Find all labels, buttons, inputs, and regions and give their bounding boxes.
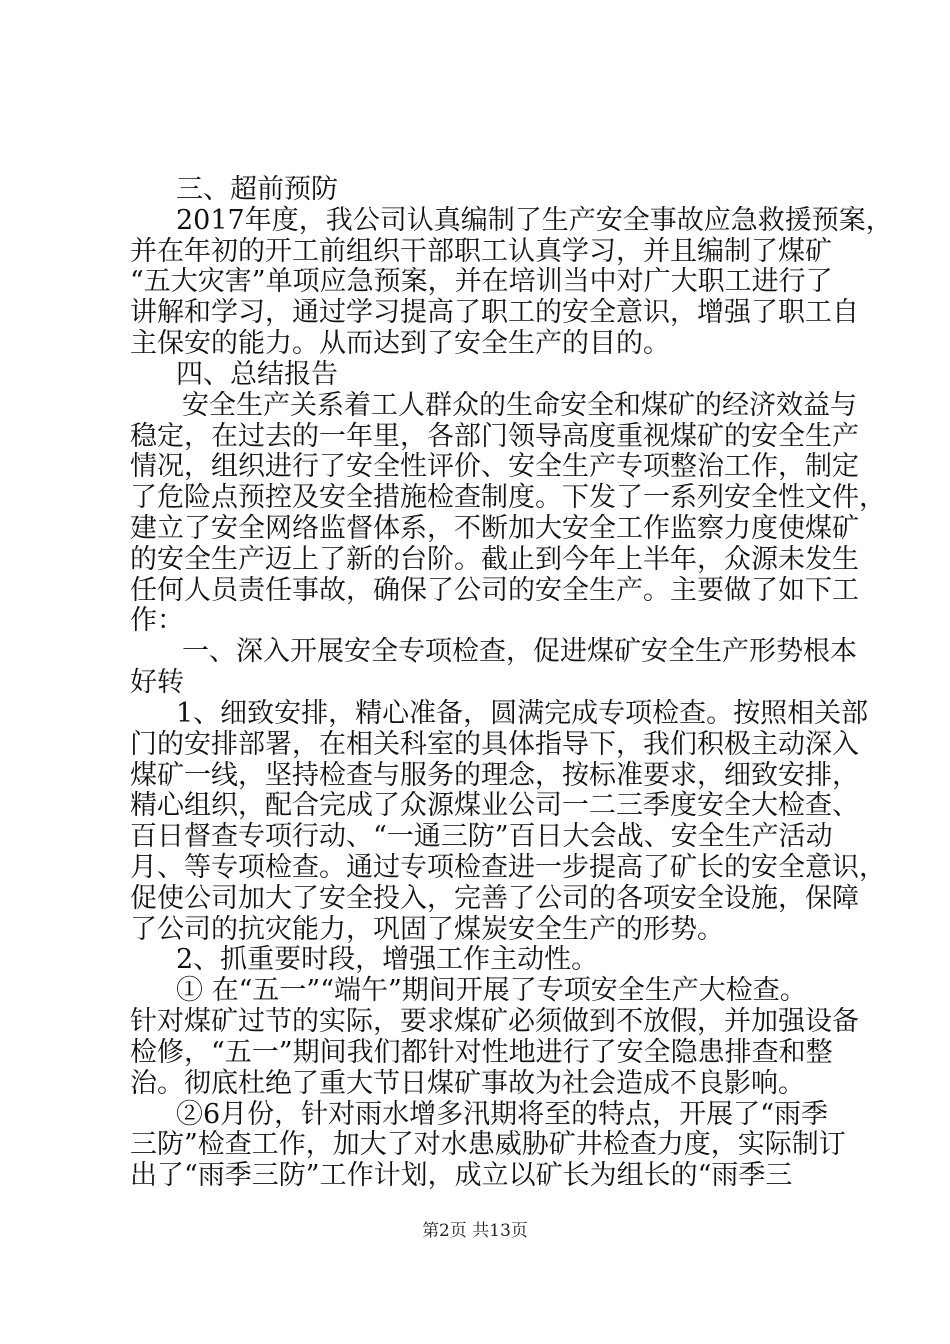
text-line: 讲解和学习，通过学习提高了职工的安全意识，增强了职工自	[130, 297, 859, 329]
text-line: 稳定，在过去的一年里，各部门领导高度重视煤矿的安全生产	[130, 420, 859, 452]
text-line: 了危险点预控及安全措施检查制度。下发了一系列安全性文件，	[130, 482, 886, 514]
text-line: 了公司的抗灾能力，巩固了煤炭安全生产的形势。	[130, 913, 724, 945]
text-line: 2、抓重要时段，增强工作主动性。	[176, 944, 599, 976]
heading-line: 三、超前预防	[176, 174, 338, 205]
text-line: 安全生产关系着工人群众的生命安全和煤矿的经济效益与	[182, 389, 857, 421]
text-line: 检修，“五一”期间我们都针对性地进行了安全隐患排查和整	[130, 1036, 833, 1068]
text-line: 针对煤矿过节的实际，要求煤矿必须做到不放假，并加强设备	[130, 1006, 859, 1038]
text-line: 2017年度，我公司认真编制了生产安全事故应急救援预案，	[176, 204, 893, 236]
text-line: ②6月份，针对雨水增多汛期将至的特点，开展了“雨季	[176, 1098, 828, 1130]
text-line: 并在年初的开工前组织干部职工认真学习，并且编制了煤矿	[130, 235, 832, 267]
heading-line: 好转	[130, 667, 184, 699]
text-line: 治。彻底杜绝了重大节日煤矿事故为社会造成不良影响。	[130, 1067, 805, 1099]
text-line: 1、细致安排，精心准备，圆满完成专项检查。按照相关部	[176, 697, 869, 729]
text-line: 作：	[130, 605, 184, 637]
text-line: 三防”检查工作，加大了对水患威胁矿井检查力度，实际制订	[130, 1129, 846, 1161]
text-line: 情况，组织进行了安全性评价、安全生产专项整治工作，制定	[130, 451, 859, 483]
text-line: 任何人员责任事故，确保了公司的安全生产。主要做了如下工	[130, 574, 859, 606]
heading-line: 四、总结报告	[176, 358, 338, 390]
text-line: 促使公司加大了安全投入，完善了公司的各项安全设施，保障	[130, 882, 859, 914]
page-number: 第2页 共13页	[422, 1221, 528, 1241]
text-line: 建立了安全网络监督体系，不断加大安全工作监察力度使煤矿	[130, 513, 859, 544]
text-line: ① 在“五一”“端午”期间开展了专项安全生产大检查。	[176, 975, 807, 1007]
text-line: 主保安的能力。从而达到了安全生产的目的。	[130, 328, 670, 360]
text-line: 的安全生产迈上了新的台阶。截止到今年上半年，众源未发生	[130, 543, 859, 575]
text-line: “五大灾害”单项应急预案，并在培训当中对广大职工进行了	[130, 266, 833, 298]
text-line: 精心组织，配合完成了众源煤业公司一二三季度安全大检查、	[130, 790, 859, 822]
text-line: 月、等专项检查。通过专项检查进一步提高了矿长的安全意识，	[130, 852, 886, 883]
text-line: 出了“雨季三防”工作计划，成立以矿长为组长的“雨季三	[130, 1160, 793, 1192]
heading-line: 一、深入开展安全专项检查，促进煤矿安全生产形势根本	[182, 636, 857, 668]
text-line: 百日督查专项行动、“一通三防”百日大会战、安全生产活动	[130, 821, 833, 853]
text-line: 门的安排部署，在相关科室的具体指导下，我们积极主动深入	[130, 728, 859, 760]
text-line: 煤矿一线，坚持检查与服务的理念，按标准要求，细致安排，	[130, 759, 859, 791]
